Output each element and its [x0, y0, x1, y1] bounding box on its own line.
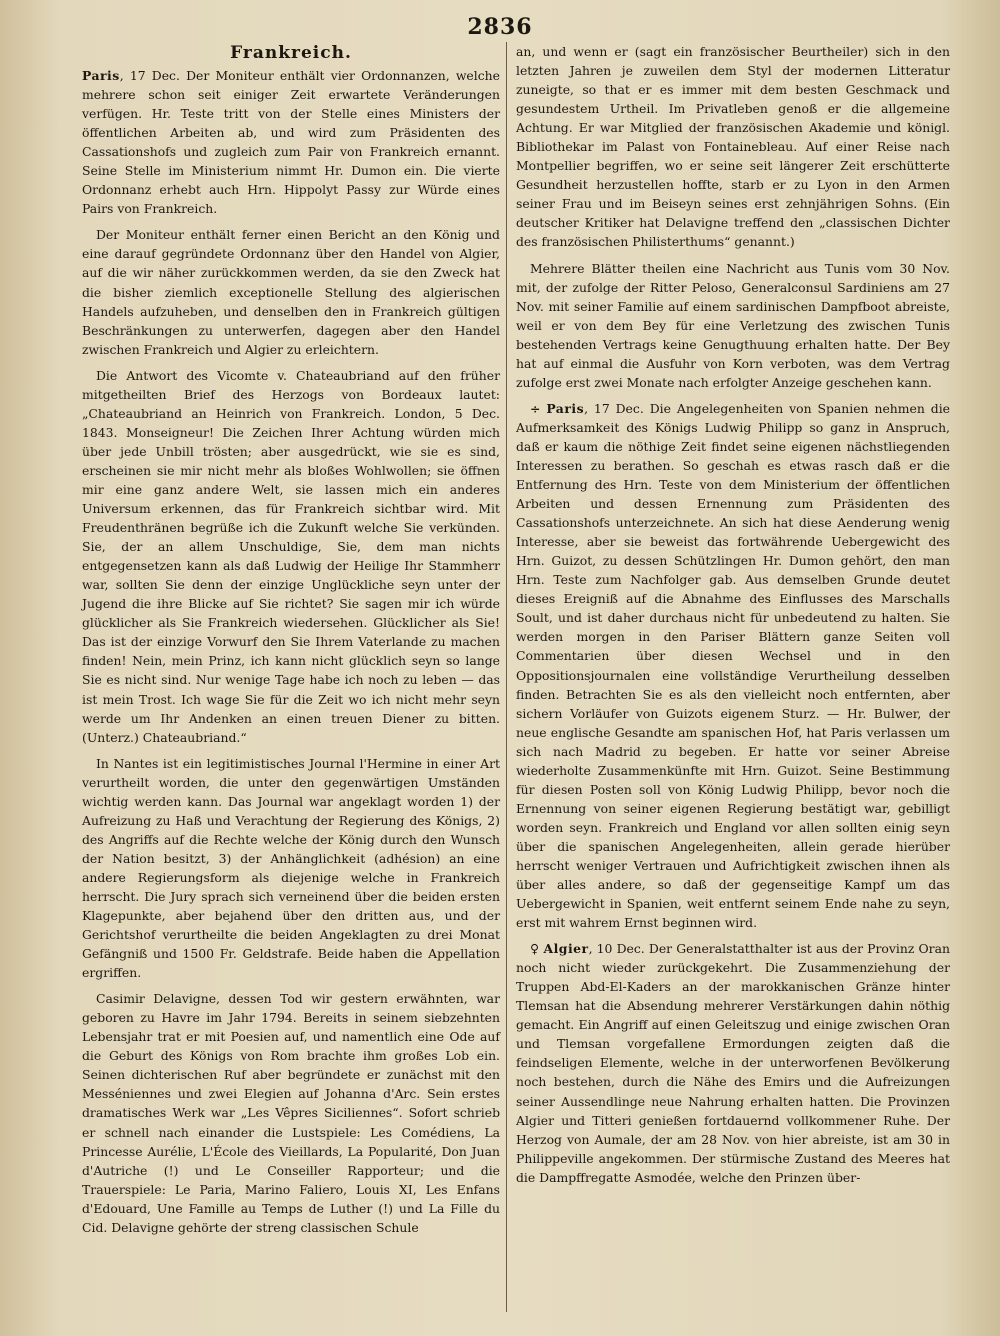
article-text: Der Generalstatthalter ist aus der Provinz Oran noch nicht wieder zurückgekehrt. Die Zusammenziehung der Truppen Abd-El-Kaders an der marokkanischen Gränze hinter Tlemsan hat die Absendung mehrerer Verstärkungen dahin nöthig gemacht. Ein Angriff auf einen Geleitszug und einige zwischen Oran und Tlemsan vorgefallene Ermordungen zeigten daß die feindseligen Elemente, welche in der unterworfenen Bevölkerung noch bestehen, durch die Nähe des Emirs und die Aufreizungen seiner Aussendlinge neue Nahrung erhalten hatten. Die Provinzen Algier und Titteri genießen fortdauernd vollkommener Ruhe. Der Herzog von Aumale, der am 28 Nov. von hier abreiste, ist am 30 in Philippeville angekommen. Der stürmische Zustand des Meeres hat die Dampffregatte Asmodée, welche den Prinzen über- [516, 941, 950, 1185]
article-paris-2 [516, 399, 950, 932]
article-text: Die Angelegenheiten von Spanien nehmen die Aufmerksamkeit des Königs Ludwig Philipp so ganz in Anspruch, daß er kaum die nöthige Zeit findet seine eigenen nächstliegenden Interessen zu berathen. So geschah es etwas rasch daß er die Entfernung des Hrn. Teste von dem Ministerium der öffentlichen Arbeiten und dessen Ernennung zum Präsidenten des Cassationshofs unterzeichnete. An sich hat diese Aenderung wenig Interesse, aber sie beweist das fortwährende Uebergewicht des Hrn. Guizot, zu dessen Schützlingen Hr. Dumon gehört, den man Hrn. Teste zum Nachfolger gab. Aus demselben Grunde deutet dieses Ereigniß auf die Abnahme des Einflusses des Marschalls Soult, und ist daher durchaus nicht für unbedeutend zu halten. Sie werden morgen in den Pariser Blättern ganze Seiten voll Commentarien über diesen Wechsel und in den Oppositionsjournalen eine vollständige Verurtheilung desselben finden. Betrachten Sie es als den vielleicht noch entfernten, aber sichern Vorläufer von Guizots eigenem Sturz. — Hr. Bulwer, der neue englische Gesandte am spanischen Hof, hat Paris verlassen um sich nach Madrid zu begeben. Er hatte vor seiner Abreise wiederholte Zusammenkünfte mit Hrn. Guizot. Seine Bestimmung für diesen Posten soll von König Ludwig Philipp, bevor noch die Ernennung von seiner eigenen Regierung bestätigt war, gebilligt worden seyn. Frankreich und England vor allen sollten einig seyn über die spanischen Angelegenheiten, allein gerade hierüber herrscht weniger Vertrauen und Aufrichtigkeit zwischen ihnen als über alles andere, so daß der gegenseitige Kampf um das Uebergewicht in Spanien, weit entfernt seinem Ende nahe zu seyn, erst mit wahrem Ernst beginnen wird. [516, 400, 950, 931]
article-chateaubriand: Die Antwort des Vicomte v. Chateaubriand auf den früher mitgetheilten Brief des Herzogs von Bordeaux lautet: „Chateaubriand an Heinrich von Frankreich. London, 5 Dec. 1843. Monseigneur! Die Zeichen Ihrer Achtung würden mich über jede Unbill trösten; aber ausgedrückt, wie sie es sind, erscheinen sie mir nicht mehr als bloßes Wohlwollen; sie öffnen mir eine ganz andere Welt, sie lassen mich ein anderes Universum erkennen, das für Frankreich sichtbar wird. Mit Freudenthränen begrüße ich die Zukunft welche Sie verkünden. Sie, der an allem Unschuldige, Sie, dem man nichts entgegensetzen kann als daß Ludwig der Heilige Ihr Stammherr war, sollten Sie denn der einzige Unglückliche seyn unter der Jugend die ihre Blicke auf Sie richtet? Sie sagen mir ich würde glücklicher als Sie Frankreich wiedersehen. Glücklicher als Sie! Das ist der einzige Vorwurf den Sie Ihrem Vaterlande zu machen finden! Nein, mein Prinz, ich kann nicht glücklich seyn so lange Sie es nicht sind. Nur wenige Tage habe ich noch zu leben — das ist mein Trost. Ich wage Sie für die Zeit wo ich nicht mehr seyn werde um Ihr Andenken an einen treuen Diener zu bitten. (Unterz.) Chateaubriand.“ [82, 367, 500, 745]
left-column [82, 42, 500, 1244]
dateline-date: , 17 Dec. [584, 400, 644, 416]
article-algier [516, 939, 950, 1187]
dateline-place: Paris [82, 68, 120, 83]
article-hermine: In Nantes ist ein legitimistisches Journal l'Hermine in einer Art verurtheilt worden, die unter den gegenwärtigen Umständen wichtig werden kann. Das Journal war angeklagt worden 1) der Aufreizung zu Haß und Verachtung der Regierung des Königs, 2) des Angriffs auf die Rechte welche der König durch den Wunsch der Nation besitzt, 3) der Anhänglichkeit (adhésion) an eine andere Regierungsform als diejenige welche in Frankreich herrscht. Die Jury sprach sich verneinend über die beiden ersten Klagepunkte, aber bejahend über den dritten aus, und der Gerichtshof verurtheilte die beiden Angeklagten zu drei Monat Gefängniß und 1500 Fr. Geldstrafe. Beide haben die Appellation ergriffen. [82, 755, 500, 981]
dateline-date: , 10 Dec. [588, 941, 645, 957]
correspondent-mark: ♀ [530, 941, 540, 957]
article-text: Der Moniteur enthält vier Ordonnanzen, welche mehrere schon seit einiger Zeit erwartete Veränderungen verfügen. Hr. Teste tritt von der Stelle eines Ministers der öffentlichen Arbeiten ab, und wird zum Präsidenten des Cassationshofs und zugleich zum Pair von Frankreich ernannt. Seine Stelle im Ministerium nimmt Hr. Dumon ein. Die vierte Ordonnanz erhebt auch Hrn. Hippolyt Passy zur Würde eines Pairs von Frankreich. [82, 68, 500, 217]
article-paris-1 [82, 66, 500, 218]
right-column [516, 42, 950, 1194]
article-tunis: Mehrere Blätter theilen eine Nachricht aus Tunis vom 30 Nov. mit, der zufolge der Ritter Peloso, Generalconsul Sardiniens am 27 Nov. mit seiner Familie auf einem sardinischen Dampfboot abreiste, weil er von dem Bey für eine Verletzung des zwischen Tunis bestehenden Vertrags keine Genugthuung erhalten hatte. Der Bey hat auf einmal die Ausfuhr von Korn verboten, was dem Vertrag zufolge erst zwei Monate nach erfolgter Anzeige geschehen kann. [516, 260, 950, 390]
dateline-date: , 17 Dec. [119, 68, 180, 83]
dateline-place: Algier [543, 941, 589, 957]
article-delavigne: Casimir Delavigne, dessen Tod wir gestern erwähnten, war geboren zu Havre im Jahr 1794. Bereits in seinem siebzehnten Lebensjahr trat er mit Poesien auf, und namentlich eine Ode auf die Geburt des Königs von Rom brachte ihm großes Lob ein. Seinen dichterischen Ruf aber begründete er zunächst mit den Messéniennes und zwei Elegien auf Johanna d'Arc. Sein erstes dramatisches Werk war „Les Vêpres Siciliennes“. Sofort schrieb er schnell nach einander die Lustspiele: Les Comédiens, La Princesse Aurélie, L'École des Vieillards, La Popularité, Don Juan d'Autriche (!) und Le Conseiller Rapporteur; und die Trauerspiele: Le Paria, Marino Faliero, Louis XI, Les Enfans d'Edouard, Une Famille au Temps de Luther (!) und La Fille du Cid. Delavigne gehörte der streng classischen Schule [82, 991, 500, 1235]
page-number: 2836 [467, 14, 533, 40]
correspondent-mark: ÷ [530, 400, 541, 416]
article-moniteur-algier: Der Moniteur enthält ferner einen Bericht an den König und eine darauf gegründete Ordonnanz über den Handel von Algier, auf die wir näher zurückkommen werden, da sie den Zweck hat die bisher ziemlich exceptionelle Stellung des algierischen Handels aufzuheben, und denselben den in Frankreich gültigen Beschränkungen zu unterwerfen, dagegen aber den Handel zwischen Frankreich und Algier zu erleichtern. [82, 227, 500, 357]
dateline-place: Paris [546, 400, 585, 416]
column-divider [506, 42, 507, 1312]
article-delavigne-cont: an, und wenn er (sagt ein französischer Beurtheiler) sich in den letzten Jahren je zuweilen dem Styl der modernen Litteratur zuneigte, so that er es immer mit dem besten Geschmack und gesundestem Urtheil. Im Privatleben genoß er die allgemeine Achtung. Er war Mitglied der französischen Akademie und königl. Bibliothekar im Palast von Fontainebleau. Auf einer Reise nach Montpellier begriffen, wo er seine seit längerer Zeit erschütterte Gesundheit herzustellen hoffte, starb er zu Lyon in den Armen seiner Frau und im Beiseyn seines erst zehnjährigen Sohns. (Ein deutscher Kritiker hat Delavigne treffend den „classischen Dichter des französischen Philisterthums“ genannt.) [516, 44, 950, 250]
section-title: Frankreich. [230, 43, 352, 63]
